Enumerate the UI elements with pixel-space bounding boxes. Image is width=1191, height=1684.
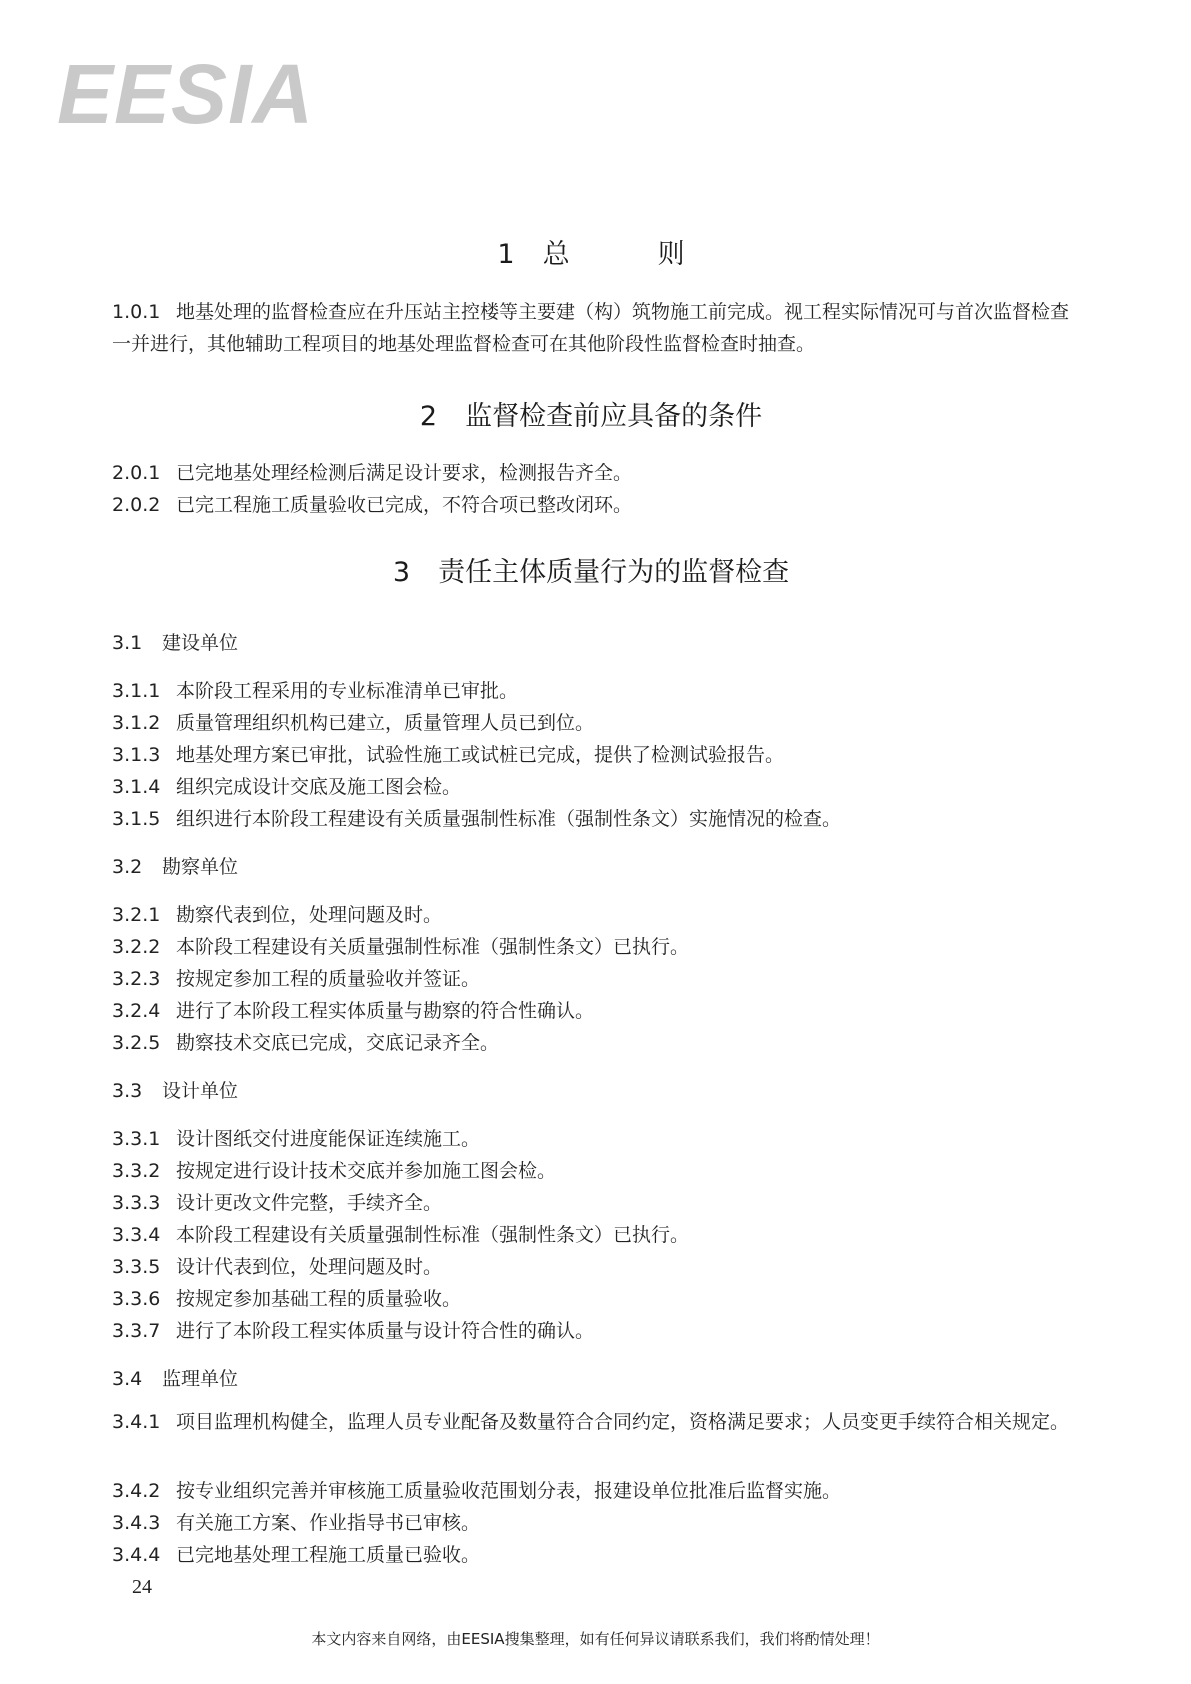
clause-text: 按规定进行设计技术交底并参加施工图会检。 <box>176 1160 557 1182</box>
chapter-title: 责任主体质量行为的监督检查 <box>438 557 790 588</box>
clause-text: 组织进行本阶段工程建设有关质量强制性标准（强制性条文）实施情况的检查。 <box>176 808 842 830</box>
clause-number: 3.2.5 <box>112 1032 161 1054</box>
footer-note: 本文内容来自网络，由EESIA搜集整理，如有任何异议请联系我们，我们将酌情处理！ <box>311 1630 880 1648</box>
clause-text: 勘察代表到位，处理问题及时。 <box>176 904 443 926</box>
clause-3-3-4 <box>112 1220 689 1247</box>
clause-text: 已完地基处理工程施工质量已验收。 <box>176 1544 481 1566</box>
clause-2-0-2 <box>112 490 632 517</box>
clause-number: 3.3.6 <box>112 1288 161 1310</box>
clause-number: 3.2.3 <box>112 968 161 990</box>
clause-number: 3.3.2 <box>112 1160 161 1182</box>
clause-3-3-7 <box>112 1316 594 1343</box>
clause-number: 3.1.4 <box>112 776 161 798</box>
clause-text: 按专业组织完善并审核施工质量验收范围划分表，报建设单位批准后监督实施。 <box>176 1480 842 1502</box>
clause-3-3-6 <box>112 1284 461 1311</box>
clause-number: 3.2.1 <box>112 904 161 926</box>
clause-number: 3.1.1 <box>112 680 161 702</box>
section-title: 建设单位 <box>162 632 239 654</box>
clause-3-2-5 <box>112 1028 499 1055</box>
clause-text: 设计更改文件完整，手续齐全。 <box>176 1192 443 1214</box>
clause-3-3-5 <box>112 1252 442 1279</box>
clause-number: 2.0.2 <box>112 494 161 516</box>
clause-3-2-4 <box>112 996 594 1023</box>
clause-text: 按规定参加工程的质量验收并签证。 <box>176 968 481 990</box>
clause-3-4-2 <box>112 1476 841 1503</box>
chapter-2-heading <box>112 394 1070 433</box>
clause-3-3-1 <box>112 1124 480 1151</box>
chapter-number: 2 <box>419 401 438 432</box>
clause-text: 已完地基处理经检测后满足设计要求，检测报告齐全。 <box>176 462 633 484</box>
clause-number: 3.3.1 <box>112 1128 161 1150</box>
clause-text: 地基处理的监督检查应在升压站主控楼等主要建（构）筑物施工前完成。视工程实际情况可与首次监督检查一并进行，其他辅助工程项目的地基处理监督检查可在其他阶段性监督检查时抽查。 <box>112 301 1070 355</box>
clause-text: 本阶段工程采用的专业标准清单已审批。 <box>176 680 519 702</box>
clause-number: 3.1.5 <box>112 808 161 830</box>
clause-text: 设计代表到位，处理问题及时。 <box>176 1256 443 1278</box>
clause-number: 3.3.7 <box>112 1320 161 1342</box>
clause-number: 3.4.1 <box>112 1411 161 1433</box>
section-3-1 <box>112 628 238 655</box>
section-number: 3.4 <box>112 1368 143 1390</box>
clause-3-1-3 <box>112 740 784 767</box>
page-number: 24 <box>132 1576 152 1598</box>
clause-3-2-2 <box>112 932 689 959</box>
clause-number: 3.2.4 <box>112 1000 161 1022</box>
clause-3-3-2 <box>112 1156 556 1183</box>
section-3-3 <box>112 1076 238 1103</box>
chapter-title-part1: 总 <box>542 239 570 270</box>
clause-text: 勘察技术交底已完成，交底记录齐全。 <box>176 1032 500 1054</box>
clause-3-4-3 <box>112 1508 480 1535</box>
chapter-3-heading <box>112 550 1070 589</box>
clause-text: 进行了本阶段工程实体质量与勘察的符合性确认。 <box>176 1000 595 1022</box>
clause-text: 本阶段工程建设有关质量强制性标准（强制性条文）已执行。 <box>176 936 690 958</box>
section-title: 设计单位 <box>162 1080 239 1102</box>
clause-text: 已完工程施工质量验收已完成，不符合项已整改闭环。 <box>176 494 633 516</box>
clause-3-1-1 <box>112 676 518 703</box>
clause-number: 3.1.2 <box>112 712 161 734</box>
section-3-2 <box>112 852 238 879</box>
section-number: 3.2 <box>112 856 143 878</box>
clause-text: 组织完成设计交底及施工图会检。 <box>176 776 462 798</box>
chapter-1-heading <box>112 232 1070 271</box>
chapter-number: 1 <box>497 239 515 270</box>
clause-text: 按规定参加基础工程的质量验收。 <box>176 1288 462 1310</box>
clause-text: 本阶段工程建设有关质量强制性标准（强制性条文）已执行。 <box>176 1224 690 1246</box>
clause-number: 3.4.2 <box>112 1480 161 1502</box>
clause-text: 进行了本阶段工程实体质量与设计符合性的确认。 <box>176 1320 595 1342</box>
clause-number: 2.0.1 <box>112 462 161 484</box>
clause-2-0-1 <box>112 458 632 485</box>
clause-3-2-1 <box>112 900 442 927</box>
clause-number: 3.1.3 <box>112 744 161 766</box>
section-3-4 <box>112 1364 238 1391</box>
clause-3-1-4 <box>112 772 461 799</box>
clause-number: 3.2.2 <box>112 936 161 958</box>
clause-3-1-5 <box>112 804 841 831</box>
clause-number: 3.3.4 <box>112 1224 161 1246</box>
clause-text: 地基处理方案已审批，试验性施工或试桩已完成，提供了检测试验报告。 <box>176 744 785 766</box>
section-title: 勘察单位 <box>162 856 239 878</box>
eesia-logo: EESIA <box>57 47 315 141</box>
clause-text: 有关施工方案、作业指导书已审核。 <box>176 1512 481 1534</box>
clause-1-0-1 <box>112 296 1070 360</box>
clause-3-4-1 <box>112 1406 1070 1438</box>
clause-3-2-3 <box>112 964 480 991</box>
chapter-title: 监督检查前应具备的条件 <box>465 401 763 432</box>
chapter-number: 3 <box>392 557 411 588</box>
clause-text: 设计图纸交付进度能保证连续施工。 <box>176 1128 481 1150</box>
section-title: 监理单位 <box>162 1368 239 1390</box>
clause-number: 3.4.3 <box>112 1512 161 1534</box>
clause-number: 1.0.1 <box>112 301 161 323</box>
clause-text: 质量管理组织机构已建立，质量管理人员已到位。 <box>176 712 595 734</box>
section-number: 3.1 <box>112 632 143 654</box>
clause-number: 3.4.4 <box>112 1544 161 1566</box>
clause-number: 3.3.5 <box>112 1256 161 1278</box>
clause-number: 3.3.3 <box>112 1192 161 1214</box>
clause-3-4-4 <box>112 1540 480 1567</box>
clause-text: 项目监理机构健全，监理人员专业配备及数量符合合同约定，资格满足要求；人员变更手续符合相关规定。 <box>176 1411 1070 1433</box>
clause-3-3-3 <box>112 1188 442 1215</box>
chapter-title-part2: 则 <box>657 239 685 270</box>
section-number: 3.3 <box>112 1080 143 1102</box>
clause-3-1-2 <box>112 708 594 735</box>
